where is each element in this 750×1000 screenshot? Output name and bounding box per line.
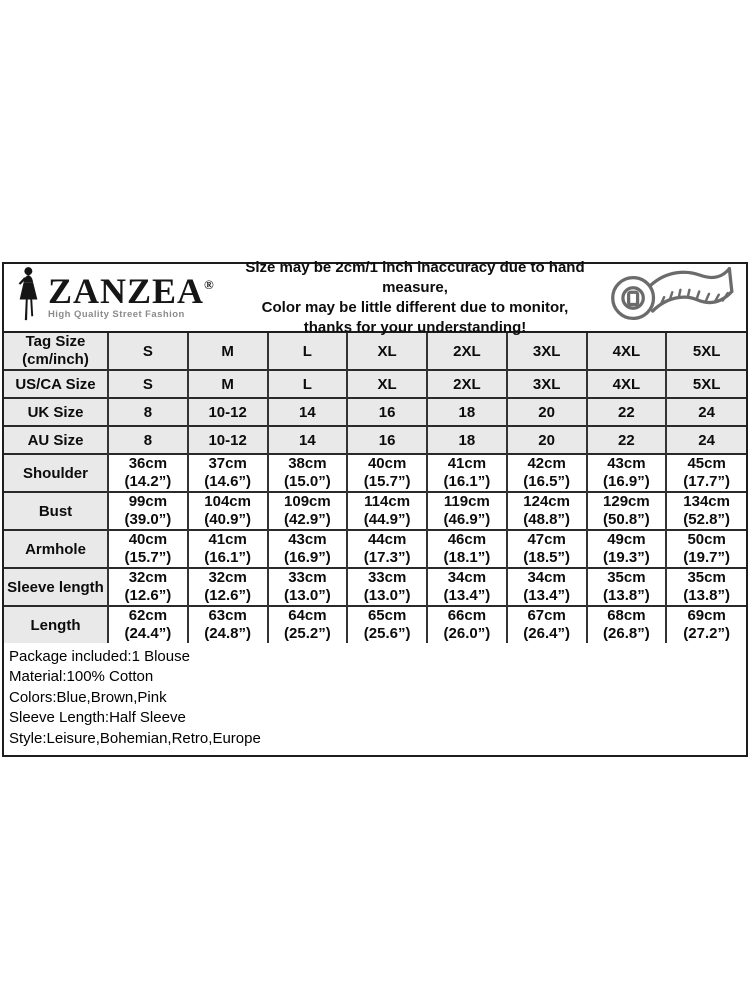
size-value-cell: L bbox=[268, 370, 348, 398]
measurement-cell: 124cm (48.8”) bbox=[507, 492, 587, 530]
measurement-cell: 40cm (15.7”) bbox=[347, 454, 427, 492]
brand-name: ZANZEA® bbox=[48, 271, 214, 312]
measurement-cell: 64cm (25.2”) bbox=[268, 606, 348, 643]
row-label: Bust bbox=[4, 492, 108, 530]
detail-colors: Colors:Blue,Brown,Pink bbox=[9, 688, 167, 706]
measurement-cell: 35cm (13.8”) bbox=[587, 568, 667, 606]
disclaimer-line-2: Color may be little different due to monitor, bbox=[261, 299, 569, 316]
size-value-cell: 22 bbox=[587, 426, 667, 454]
row-label: US/CA Size bbox=[4, 370, 108, 398]
size-table-body bbox=[4, 333, 746, 643]
measurement-cell: 134cm (52.8”) bbox=[666, 492, 746, 530]
measurement-cell: 104cm (40.9”) bbox=[188, 492, 268, 530]
row-label: UK Size bbox=[4, 398, 108, 426]
row-label: Sleeve length bbox=[4, 568, 108, 606]
table-header-row bbox=[4, 333, 746, 370]
measurement-cell: 45cm (17.7”) bbox=[666, 454, 746, 492]
measurement-cell: 36cm (14.2”) bbox=[108, 454, 188, 492]
size-value-cell: 14 bbox=[268, 426, 348, 454]
measurement-cell: 34cm (13.4”) bbox=[507, 568, 587, 606]
size-column-header: XL bbox=[347, 333, 427, 370]
measurement-cell: 99cm (39.0”) bbox=[108, 492, 188, 530]
size-column-header: 4XL bbox=[587, 333, 667, 370]
size-column-header: S bbox=[108, 333, 188, 370]
row-label: AU Size bbox=[4, 426, 108, 454]
registered-mark: ® bbox=[204, 277, 214, 293]
size-value-cell: 14 bbox=[268, 398, 348, 426]
table-row bbox=[4, 454, 746, 492]
measurement-cell: 50cm (19.7”) bbox=[666, 530, 746, 568]
measurement-cell: 62cm (24.4”) bbox=[108, 606, 188, 643]
size-value-cell: 8 bbox=[108, 398, 188, 426]
size-value-cell: 20 bbox=[507, 398, 587, 426]
table-row bbox=[4, 492, 746, 530]
measurement-cell: 43cm (16.9”) bbox=[268, 530, 348, 568]
measurement-cell: 69cm (27.2”) bbox=[666, 606, 746, 643]
size-column-header: M bbox=[188, 333, 268, 370]
measurement-cell: 44cm (17.3”) bbox=[347, 530, 427, 568]
detail-material: Material:100% Cotton bbox=[9, 668, 154, 686]
tape-measure-icon bbox=[596, 267, 746, 329]
measurement-cell: 109cm (42.9”) bbox=[268, 492, 348, 530]
size-table bbox=[4, 333, 746, 643]
measurement-cell: 68cm (26.8”) bbox=[587, 606, 667, 643]
sheet-header bbox=[4, 259, 746, 336]
detail-sleeve-length: Sleeve Length:Half Sleeve bbox=[9, 709, 186, 727]
size-value-cell: 18 bbox=[427, 398, 507, 426]
table-row bbox=[4, 568, 746, 606]
size-value-cell: 2XL bbox=[427, 370, 507, 398]
row-label: Shoulder bbox=[4, 454, 108, 492]
measurement-cell: 34cm (13.4”) bbox=[427, 568, 507, 606]
table-row bbox=[4, 530, 746, 568]
size-chart-sheet bbox=[2, 259, 748, 757]
measurement-cell: 65cm (25.6”) bbox=[347, 606, 427, 643]
size-value-cell: 16 bbox=[347, 398, 427, 426]
size-value-cell: 18 bbox=[427, 426, 507, 454]
measurement-cell: 119cm (46.9”) bbox=[427, 492, 507, 530]
measurement-cell: 67cm (26.4”) bbox=[507, 606, 587, 643]
brand-tagline: High Quality Street Fashion bbox=[48, 309, 185, 321]
size-value-cell: XL bbox=[347, 370, 427, 398]
measurement-cell: 38cm (15.0”) bbox=[268, 454, 348, 492]
measurement-cell: 114cm (44.9”) bbox=[347, 492, 427, 530]
measurement-cell: 33cm (13.0”) bbox=[268, 568, 348, 606]
measurement-cell: 41cm (16.1”) bbox=[427, 454, 507, 492]
size-column-header: L bbox=[268, 333, 348, 370]
woman-silhouette-icon bbox=[12, 266, 46, 329]
size-column-header: 2XL bbox=[427, 333, 507, 370]
disclaimer-line-3: thanks for your understanding! bbox=[303, 319, 527, 336]
measurement-cell: 42cm (16.5”) bbox=[507, 454, 587, 492]
measurement-cell: 63cm (24.8”) bbox=[188, 606, 268, 643]
row-label: Length bbox=[4, 606, 108, 643]
detail-package: Package included:1 Blouse bbox=[9, 648, 190, 665]
size-column-header: 3XL bbox=[507, 333, 587, 370]
size-value-cell: S bbox=[108, 370, 188, 398]
disclaimer-text bbox=[234, 257, 596, 338]
size-value-cell: 10-12 bbox=[188, 398, 268, 426]
row-label: Tag Size (cm/inch) bbox=[4, 333, 108, 370]
row-label: Armhole bbox=[4, 530, 108, 568]
size-value-cell: 24 bbox=[666, 426, 746, 454]
measurement-cell: 35cm (13.8”) bbox=[666, 568, 746, 606]
size-value-cell: 16 bbox=[347, 426, 427, 454]
measurement-cell: 33cm (13.0”) bbox=[347, 568, 427, 606]
size-value-cell: 4XL bbox=[587, 370, 667, 398]
brand-text bbox=[48, 271, 214, 321]
measurement-cell: 40cm (15.7”) bbox=[108, 530, 188, 568]
measurement-cell: 129cm (50.8”) bbox=[587, 492, 667, 530]
measurement-cell: 66cm (26.0”) bbox=[427, 606, 507, 643]
size-value-cell: 8 bbox=[108, 426, 188, 454]
size-value-cell: 22 bbox=[587, 398, 667, 426]
measurement-cell: 32cm (12.6”) bbox=[188, 568, 268, 606]
measurement-cell: 43cm (16.9”) bbox=[587, 454, 667, 492]
measurement-cell: 41cm (16.1”) bbox=[188, 530, 268, 568]
table-row bbox=[4, 398, 746, 426]
size-value-cell: 5XL bbox=[666, 370, 746, 398]
size-column-header: 5XL bbox=[666, 333, 746, 370]
product-details bbox=[4, 643, 746, 755]
table-row bbox=[4, 426, 746, 454]
table-row bbox=[4, 370, 746, 398]
table-row bbox=[4, 606, 746, 643]
disclaimer-line-1: Size may be 2cm/1 inch inaccuracy due to hand measure, bbox=[245, 259, 585, 296]
measurement-cell: 47cm (18.5”) bbox=[507, 530, 587, 568]
brand-logo bbox=[4, 266, 234, 329]
size-value-cell: 24 bbox=[666, 398, 746, 426]
measurement-cell: 37cm (14.6”) bbox=[188, 454, 268, 492]
measurement-cell: 49cm (19.3”) bbox=[587, 530, 667, 568]
size-value-cell: M bbox=[188, 370, 268, 398]
size-value-cell: 20 bbox=[507, 426, 587, 454]
size-value-cell: 10-12 bbox=[188, 426, 268, 454]
measurement-cell: 32cm (12.6”) bbox=[108, 568, 188, 606]
size-value-cell: 3XL bbox=[507, 370, 587, 398]
measurement-cell: 46cm (18.1”) bbox=[427, 530, 507, 568]
detail-style: Style:Leisure,Bohemian,Retro,Europe bbox=[9, 729, 261, 747]
